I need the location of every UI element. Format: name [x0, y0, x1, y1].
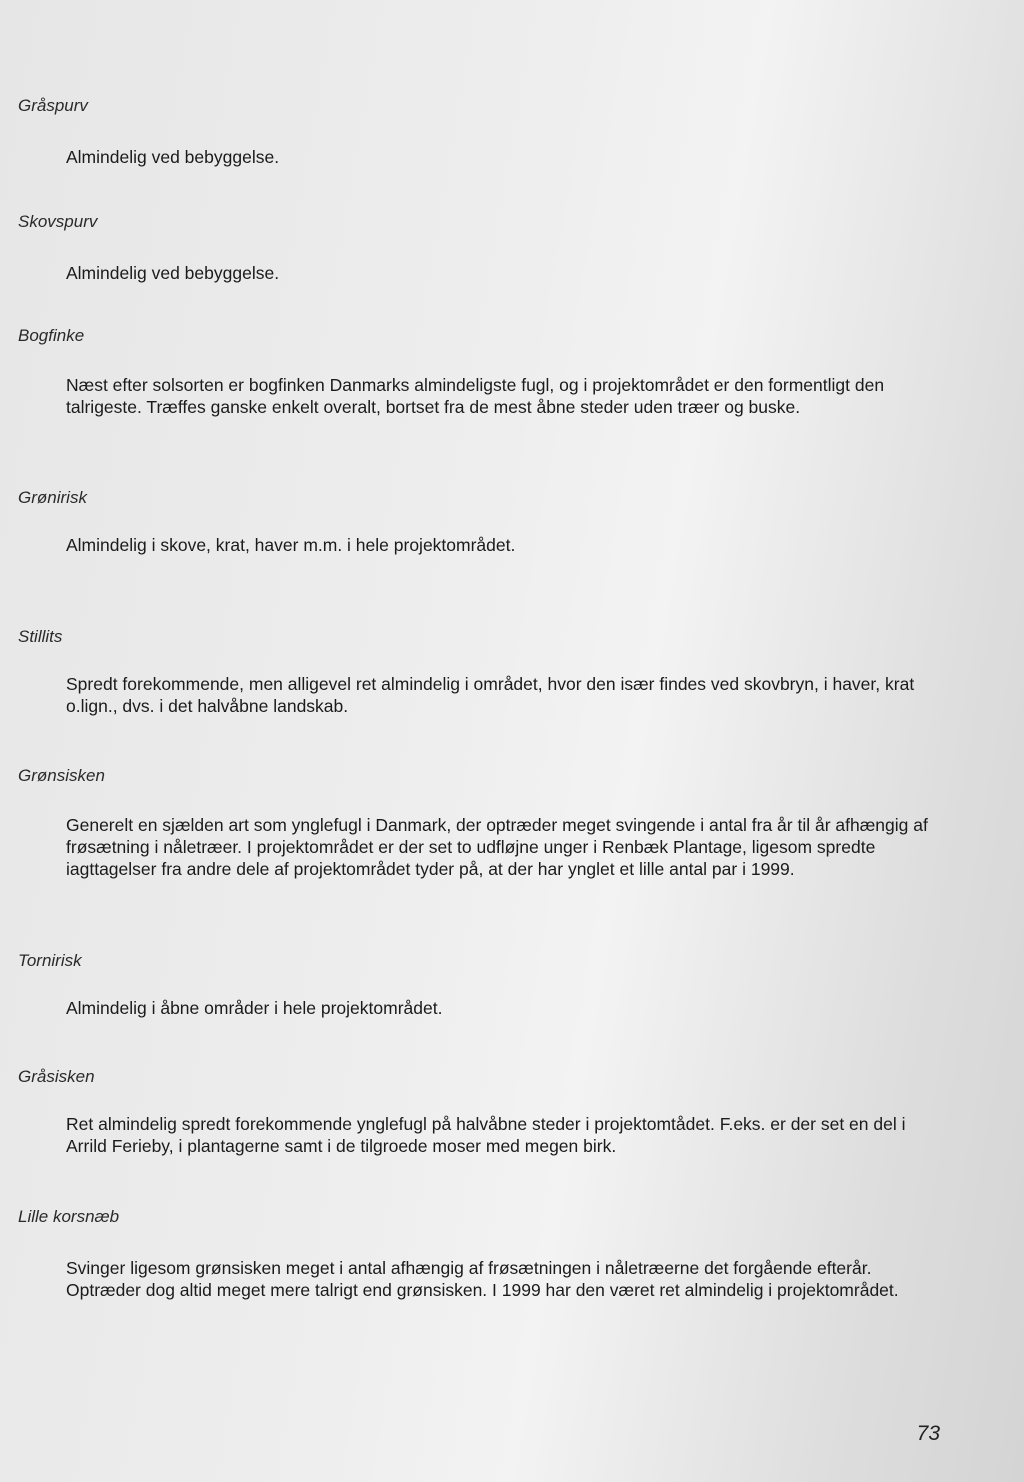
species-heading: Skovspurv [18, 212, 98, 231]
species-description: Generelt en sjælden art som ynglefugl i Danmark, der optræder meget svingende i antal fra år til år afhængig af frøsætning i nåletræer. I projektområdet er der set to udfløjne unger i Renbæk Plantage, ligesom spredte iagttagelser fra andre dele af projektområdet tyder på, at der har ynglet et lille antal par i 1999. [66, 815, 928, 879]
entry-graasisken [18, 1067, 938, 1157]
page-number: 73 [916, 1422, 940, 1445]
species-heading: Gråspurv [18, 96, 88, 115]
species-description: Almindelig ved bebyggelse. [66, 147, 280, 167]
species-description: Næst efter solsorten er bogfinken Danmarks almindeligste fugl, og i projektområdet er den formentligt den talrigeste. Træffes ganske enkelt overalt, bortset fra de mest åbne steder uden træer og buske. [66, 375, 885, 417]
entry-stillits [18, 627, 938, 717]
species-description: Almindelig ved bebyggelse. [66, 263, 280, 283]
entry-groenirisk [18, 488, 938, 556]
species-heading: Grønsisken [18, 766, 105, 785]
species-description: Ret almindelig spredt forekommende ynglefugl på halvåbne steder i projektomtådet. F.eks. er der set en del i Arrild Ferieby, i plantagerne samt i de tilgroede moser med megen birk. [66, 1114, 906, 1156]
entry-skovspurv [18, 212, 938, 284]
species-heading: Stillits [18, 627, 63, 646]
species-heading: Tornirisk [18, 951, 82, 970]
species-description: Almindelig i skove, krat, haver m.m. i hele projektområdet. [66, 535, 516, 555]
species-description: Almindelig i åbne områder i hele projektområdet. [66, 998, 443, 1018]
species-heading: Grønirisk [18, 488, 87, 507]
entry-bogfinke [18, 326, 938, 418]
species-description: Svinger ligesom grønsisken meget i antal afhængig af frøsætningen i nåletræerne det forgående efterår. Optræder dog altid meget mere talrigt end grønsisken. I 1999 har den været ret almindelig i projektområdet. [66, 1258, 899, 1300]
species-heading: Lille korsnæb [18, 1207, 120, 1226]
entry-groensisken [18, 766, 938, 880]
entry-tornirisk [18, 951, 938, 1019]
species-heading: Gråsisken [18, 1067, 95, 1086]
entry-lille-korsnaeb [18, 1207, 938, 1301]
species-heading: Bogfinke [18, 326, 85, 345]
species-description: Spredt forekommende, men alligevel ret almindelig i området, hvor den især findes ved skovbryn, i haver, krat o.lign., dvs. i det halvåbne landskab. [66, 674, 915, 716]
entry-graaspurv [18, 96, 938, 168]
